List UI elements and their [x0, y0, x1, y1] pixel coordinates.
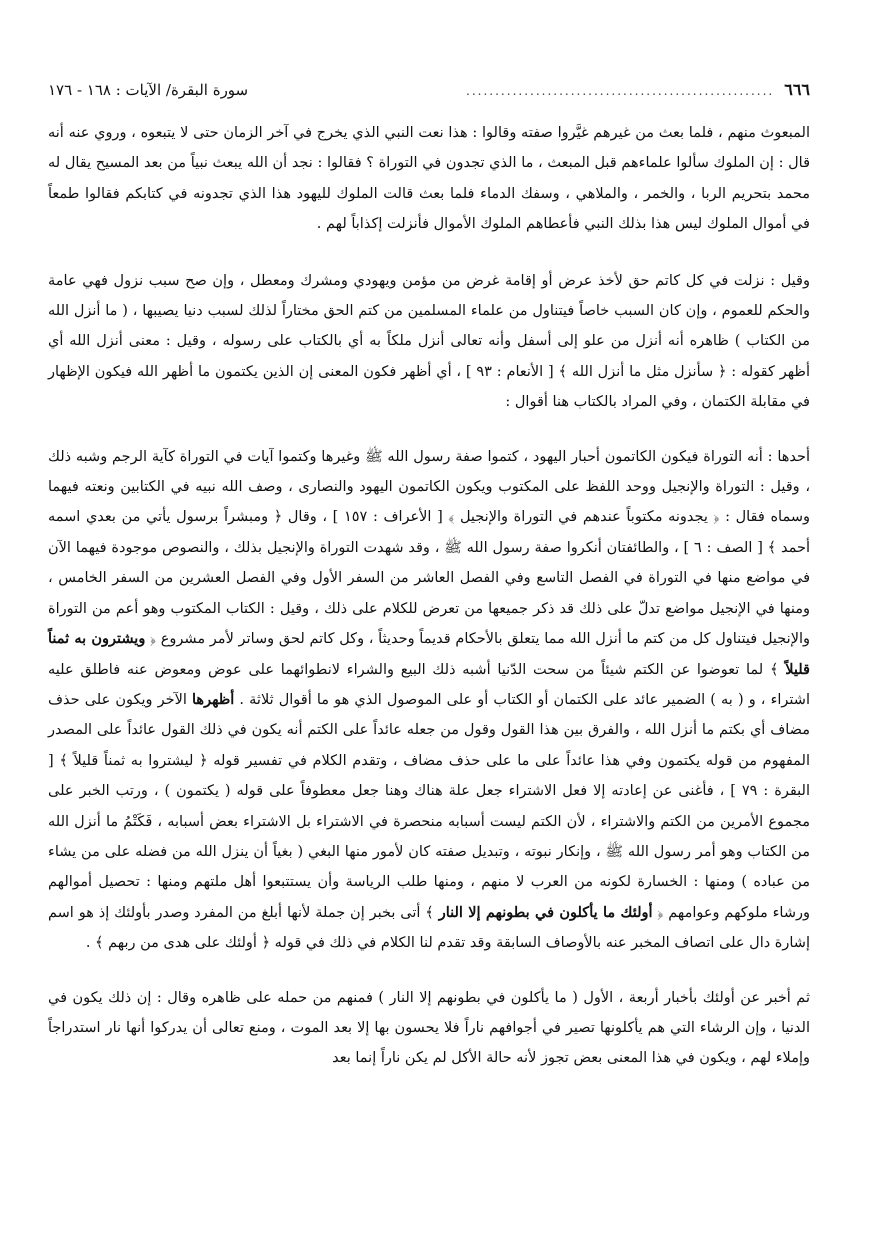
page-body	[48, 118, 810, 1074]
running-header	[48, 80, 810, 101]
paragraph-text: ﴾ لما تعوضوا عن الكتم شيئاً من سحت الدّنيا أشبه ذلك البيع والشراء لانطوائهما على عوض ومعوض عنه فاطلق عليه اشتراء ، و ( به ) الضمير عائد على الكتمان أو الكتاب أو على الموصول الذي هو ما أقوال ثلاثة .	[48, 661, 810, 708]
paragraph: ثم أخبر عن أولئك بأخبار أربعة ، الأول ( ما يأكلون في بطونهم إلا النار ) فمنهم من حمله على ظاهره وقال : إن ذلك يكون في الدنيا ، وإن الرشاء التي هم يأكلونها تصير في أجوافهم ناراً فلا يحسون بها إلا بعد الموت ، ومنع تعالى أن يدركوا أنها نار استدراجاً وإملاء لهم ، ويكون في هذا المعنى بعض تجوز لأنه حالة الأكل لم يكن ناراً إنما بعد	[48, 989, 810, 1067]
paragraph: المبعوث منهم ، فلما بعث من غيرهم غيَّروا صفته وقالوا : هذا نعت النبي الذي يخرج في آخر الزمان حتى لا يتبعوه ، وروي عنه أنه قال : إن الملوك سألوا علماءهم قبل المبعث ، ما الذي تجدون في التوراة ؟ فقالوا : نجد أن الله يبعث نبياً من بعد المسيح يقال له محمد بتحريم الربا ، والخمر ، والملاهي ، وسفك الدماء فلما بعث قالت الملوك لليهود هذا الذي تجدونه في كتابكم فقالوا طمعاً في أموال الملوك ليس هذا بذلك النبي فأعطاهم الملوك الأموال فأنزلت إكذاباً لهم .	[48, 125, 810, 233]
paragraph-text: الآخر ويكون على حذف مضاف أي بكتم ما أنزل الله ، والفرق بين هذا القول وقول من جعله عائداً على الكتم أنه يكون في ذلك القول عائداً على المصدر المفهوم من قوله يكتمون وفي هذا عائداً على ما على حذف مضاف ، وتقدم الكلام في تفسير قوله ﴿ ليشتروا به ثمناً قليلاً ﴾ [ البقرة : ٧٩ ] ، فأغنى عن إعادته إلا فعل الاشتراء جعل علة هناك وهنا جعل معطوفاً على قوله ( يكتمون ) ، ورتب الخبر على مجموع الأمرين من الكتم والاشتراء ، لأن الكتم ليست أسبابه منحصرة في الاشتراء بل الاشتراء بعض أسبابه ، فَكَتْمُ ما أنزل الله من الكتاب وهو أمر رسول الله ﷺ ، وإنكار نبوته ، وتبديل صفته كان لأمور منها البغي ( بغياً أن ينزل الله من فضله على من يشاء من عباده ) ومنها : الخسارة لكونه من العرب لا منهم ، ومنها طلب الرياسة وأن يستتبعوا أهل ملتهم ومنها : تحصيل أموالهم ورشاء ملوكهم وعوامهم ﴿	[48, 691, 810, 921]
bold-term: أظهرها	[192, 690, 235, 708]
bold-quran-phrase: أولئك ما يأكلون في بطونهم إلا النار	[438, 903, 653, 921]
paragraph-text: ﴾ أتى بخبر إن جملة لأنها أبلغ من المفرد وصدر بأولئك إذ هو اسم إشارة دال على اتصاف المخبر عنه بالأوصاف السابقة وقد تقدم لنا الكلام في ذلك في قوله ﴿ أولئك على هدى من ربهم ﴾ .	[48, 904, 810, 952]
paragraph: وقيل : نزلت في كل كاتم حق لأخذ عرض أو إقامة غرض من مؤمن ويهودي ومشرك ومعطل ، وإن صح سبب نزول فهي عامة والحكم للعموم ، وإن كان السبب خاصاً فيتناول من علماء المسلمين من كتم الحق مختاراً لذلك لسبب دنيا يصيبها ، ( ما أنزل الله من الكتاب ) ظاهره أنه أنزل من علو إلى أسفل وأنه تعالى أنزل ملكاً به أي بالكتاب على رسوله ، وقيل : معنى أنزل الله أي أظهر كقوله : ﴿ سأنزل مثل ما أنزل الله ﴾ [ الأنعام : ٩٣ ] ، أي أظهر فكون المعنى إن الذين يكتمون ما أظهر الله فيكون الإظهار في مقابلة الكتمان ، وفي المراد بالكتاب هنا أقوال :	[48, 272, 810, 411]
paragraph-text: أحدها : أنه التوراة فيكون الكاتمون أحبار اليهود ، كتموا صفة رسول الله ﷺ وغيرها وكتموا آيات في التوراة كآية الرجم وشبه ذلك ، وقيل : التوراة والإنجيل ووحد اللفظ على المكتوب ويكون الكاتمون اليهود والنصارى ، وصف الله نبيه في الكتابين ونعته فيهما وسماه فقال : ﴿ يجدونه مكتوباً عندهم في التوراة والإنجيل ﴾ [ الأعراف : ١٥٧ ] ، وقال ﴿ ومبشراً برسول يأتي من بعدي اسمه أحمد ﴾ [ الصف : ٦ ] ، والطائفتان أنكروا صفة رسول الله ﷺ ، وقد شهدت التوراة والإنجيل بذلك ، والنصوص موجودة فيهما الآن في مواضع منها في التوراة في الفصل التاسع وفي الفصل العاشر من السفر الأول وفي الفصل العشرين من السفر الخامس ، ومنها في الإنجيل مواضع تدلّ على ذلك قد ذكر جميعها من تعرض للكلام على ذلك ، وقيل : الكتاب المكتوب وهو أعم من التوراة والإنجيل فيتناول كل من كتم ما أنزل الله مما يتعلق بالأحكام قديماً وحديثاً ، وكل كاتم لحق وساتر لأمر مشروع ﴿	[48, 448, 810, 648]
bold-quran-phrase: ويشترون به ثمناً قليلاً	[48, 630, 810, 678]
paragraph	[48, 442, 810, 959]
running-title: سورة البقرة/ الآيات : ١٦٨ - ١٧٦	[48, 81, 249, 99]
page-number: ٦٦٦	[784, 80, 810, 99]
header-dot-leader: .....................................................	[466, 84, 775, 98]
